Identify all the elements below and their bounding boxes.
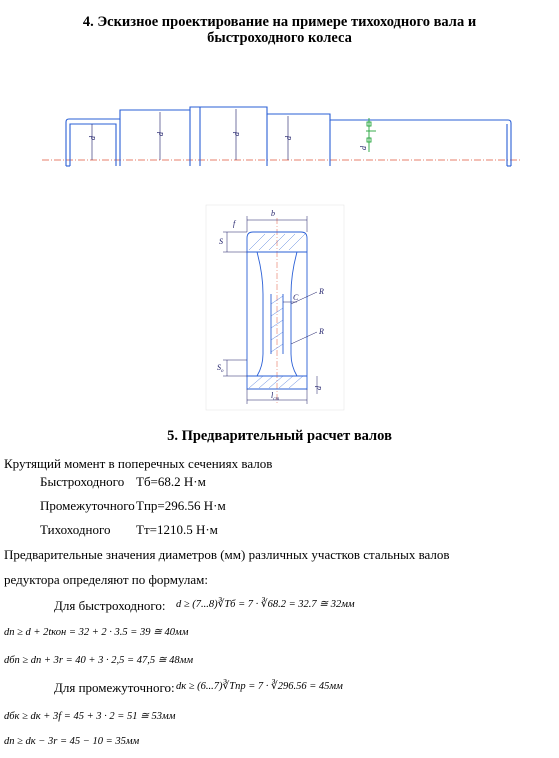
torque-row-fast-name: Быстроходного: [40, 474, 125, 489]
shaft-label-d5: d: [359, 146, 368, 150]
formula-bearing-mid: dп ≥ dк − 3r = 45 − 10 = 35мм: [4, 736, 140, 747]
gear-label-d: d: [314, 386, 323, 390]
gear-label-s: S: [219, 237, 223, 246]
formula-bearing-diameter: dп ≥ d + 2tкон = 32 + 2 · 3.5 = 39 ≅ 40мм: [4, 627, 189, 638]
formula-bearing-shoulder: dбп ≥ dп + 3r = 40 + 3 · 2,5 = 47,5 ≅ 48мм: [4, 655, 194, 666]
shaft-label-d4: d: [284, 136, 293, 140]
fast-shaft-formula: d ≥ (7...8)∛Tб = 7 · ∛68.2 = 32.7 ≅ 32мм: [176, 599, 355, 610]
gear-label-lcm: $l_{cm}$: [271, 391, 280, 402]
mid-shaft-formula: dк ≥ (6...7)∛Tпр = 7 · ∛296.56 = 45мм: [176, 681, 343, 692]
shaft-drawing: [0, 100, 559, 172]
torque-row-mid-name: Промежуточного: [40, 498, 135, 513]
section-4-title-line2: быстроходного колеса: [207, 30, 352, 46]
torque-row-mid-value: Tпр=296.56 Н·м: [136, 498, 226, 513]
paragraph-line-1: Предварительные значения диаметров (мм) различных участков стальных валов: [4, 547, 450, 562]
shaft-label-d3: d: [232, 132, 241, 136]
section-4-title: [20, 14, 539, 46]
gear-label-b: b: [271, 209, 275, 218]
gear-label-f: f: [233, 219, 236, 228]
gear-label-r2: R: [319, 327, 324, 336]
section-5-title: 5. Предварительный расчет валов: [167, 428, 392, 444]
torque-row-slow-name: Тихоходного: [40, 522, 111, 537]
gear-drawing: [205, 204, 345, 412]
torque-row-fast-value: Tб=68.2 Н·м: [136, 474, 206, 489]
fast-shaft-label: Для быстроходного:: [54, 598, 166, 613]
torque-intro: Крутящий момент в поперечных сечениях валов: [4, 456, 273, 471]
torque-row-slow-value: Tт=1210.5 Н·м: [136, 522, 218, 537]
gear-label-so: $S_o$: [217, 363, 224, 374]
gear-label-c: C: [293, 293, 299, 302]
mid-shaft-label: Для промежуточного:: [54, 680, 175, 695]
formula-wheel-shoulder: dбк ≥ dк + 3f = 45 + 3 · 2 = 51 ≅ 53мм: [4, 711, 176, 722]
gear-label-r1: R: [319, 287, 324, 296]
section-4-title-line1: 4. Эскизное проектирование на примере тихоходного вала и: [82, 14, 477, 30]
shaft-label-d2: d: [156, 132, 165, 136]
paragraph-line-2: редуктора определяют по формулам:: [4, 572, 208, 587]
shaft-label-d1: d: [88, 136, 97, 140]
